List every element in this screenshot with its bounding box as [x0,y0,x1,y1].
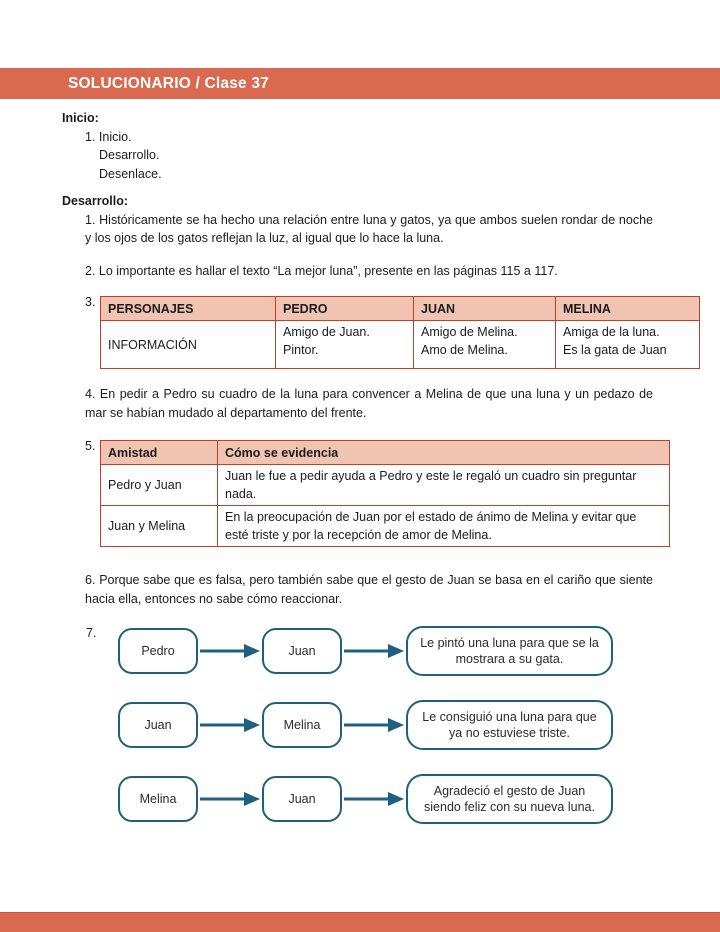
amistad-row-pedro-juan [101,465,670,506]
diagram-node-juan: Juan [262,776,342,822]
diagram-node-juan: Juan [262,628,342,674]
inicio-heading: Inicio: [62,111,99,125]
question-3-block [85,295,667,369]
paragraph-6: 6. Porque sabe que es falsa, pero también sabe que el gesto de Juan se basa en el cariño que siente hacia ella, entonces no sabe cómo reaccionar. [85,573,653,606]
juan-melina-evidence-cell: En la preocupación de Juan por el estado de ánimo de Melina y evitar que esté triste y por la recepción de amor de Melina. [218,506,670,547]
diagram-result-3: Agradeció el gesto de Juan siendo feliz con su nueva luna. [406,774,613,824]
juan-info-line-1: Amigo de Melina. [421,325,518,339]
melina-info-line-1: Amiga de la luna. [563,325,660,339]
diagram-node-pedro: Pedro [118,628,198,674]
personajes-table-header-row [101,297,700,321]
question-7-diagram [86,626,653,824]
personajes-table [100,296,700,369]
pedro-info-line-2: Pintor. [283,343,319,357]
header-bar [0,68,720,99]
question-5-block [85,439,653,547]
juan-header-cell: JUAN [414,297,556,321]
melina-header-cell: MELINA [556,297,700,321]
diagram-node-juan: Juan [118,702,198,748]
amistad-row-juan-melina [101,506,670,547]
paragraph-2: 2. Lo importante es hallar el texto “La mejor luna”, presente en las páginas 115 a 117. [85,263,558,278]
inicio-item-1: 1. Inicio. [85,129,132,144]
footer-bar [0,912,720,932]
diagram-result-1: Le pintó una luna para que se la mostrara a su gata. [406,626,613,676]
arrow-right-icon [199,643,261,659]
diagram-row-2 [118,700,653,750]
question-7-number: 7. [86,626,97,640]
juan-info-line-2: Amo de Melina. [421,343,508,357]
pedro-juan-label-cell: Pedro y Juan [101,465,218,506]
personajes-table-info-row [101,321,700,369]
arrow-right-icon [343,643,405,659]
pedro-info-line-1: Amigo de Juan. [283,325,370,339]
personajes-header-cell: PERSONAJES [101,297,276,321]
pedro-header-cell: PEDRO [276,297,414,321]
arrow-right-icon [199,717,261,733]
diagram-result-2: Le consiguió una luna para que ya no estuviese triste. [406,700,613,750]
diagram-row-3 [118,774,653,824]
diagram-node-melina: Melina [118,776,198,822]
arrow-right-icon [199,791,261,807]
amistad-table-header-row [101,441,670,465]
paragraph-4: 4. En pedir a Pedro su cuadro de la luna para convencer a Melina de que una luna y un pedazo de mar se habían mudado al departamento del frente. [85,387,653,420]
evidencia-header-cell: Cómo se evidencia [218,441,670,465]
question-3-number: 3. [85,295,96,309]
inicio-item-2: Desarrollo. [99,148,160,162]
inicio-item-3: Desenlace. [99,166,162,181]
diagram-row-1 [118,626,653,676]
paragraph-1: 1. Históricamente se ha hecho una relación entre luna y gatos, ya que ambos suelen rondar de noche y los ojos de los gatos reflejan la luz, al igual que lo hace la luna. [85,212,653,245]
pedro-info-cell [276,321,414,369]
diagram-node-melina: Melina [262,702,342,748]
amistad-header-cell: Amistad [101,441,218,465]
melina-info-cell [556,321,700,369]
amistad-table [100,440,670,547]
arrow-right-icon [343,791,405,807]
juan-info-cell [414,321,556,369]
page-title: SOLUCIONARIO / Clase 37 [68,74,269,92]
question-5-number: 5. [85,439,96,453]
arrow-right-icon [343,717,405,733]
desarrollo-heading: Desarrollo: [62,194,128,208]
informacion-label-cell: INFORMACIÓN [101,321,276,369]
pedro-juan-evidence-cell: Juan le fue a pedir ayuda a Pedro y este le regaló un cuadro sin preguntar nada. [218,465,670,506]
juan-melina-label-cell: Juan y Melina [101,506,218,547]
document-body [62,109,667,848]
melina-info-line-2: Es la gata de Juan [563,343,667,357]
